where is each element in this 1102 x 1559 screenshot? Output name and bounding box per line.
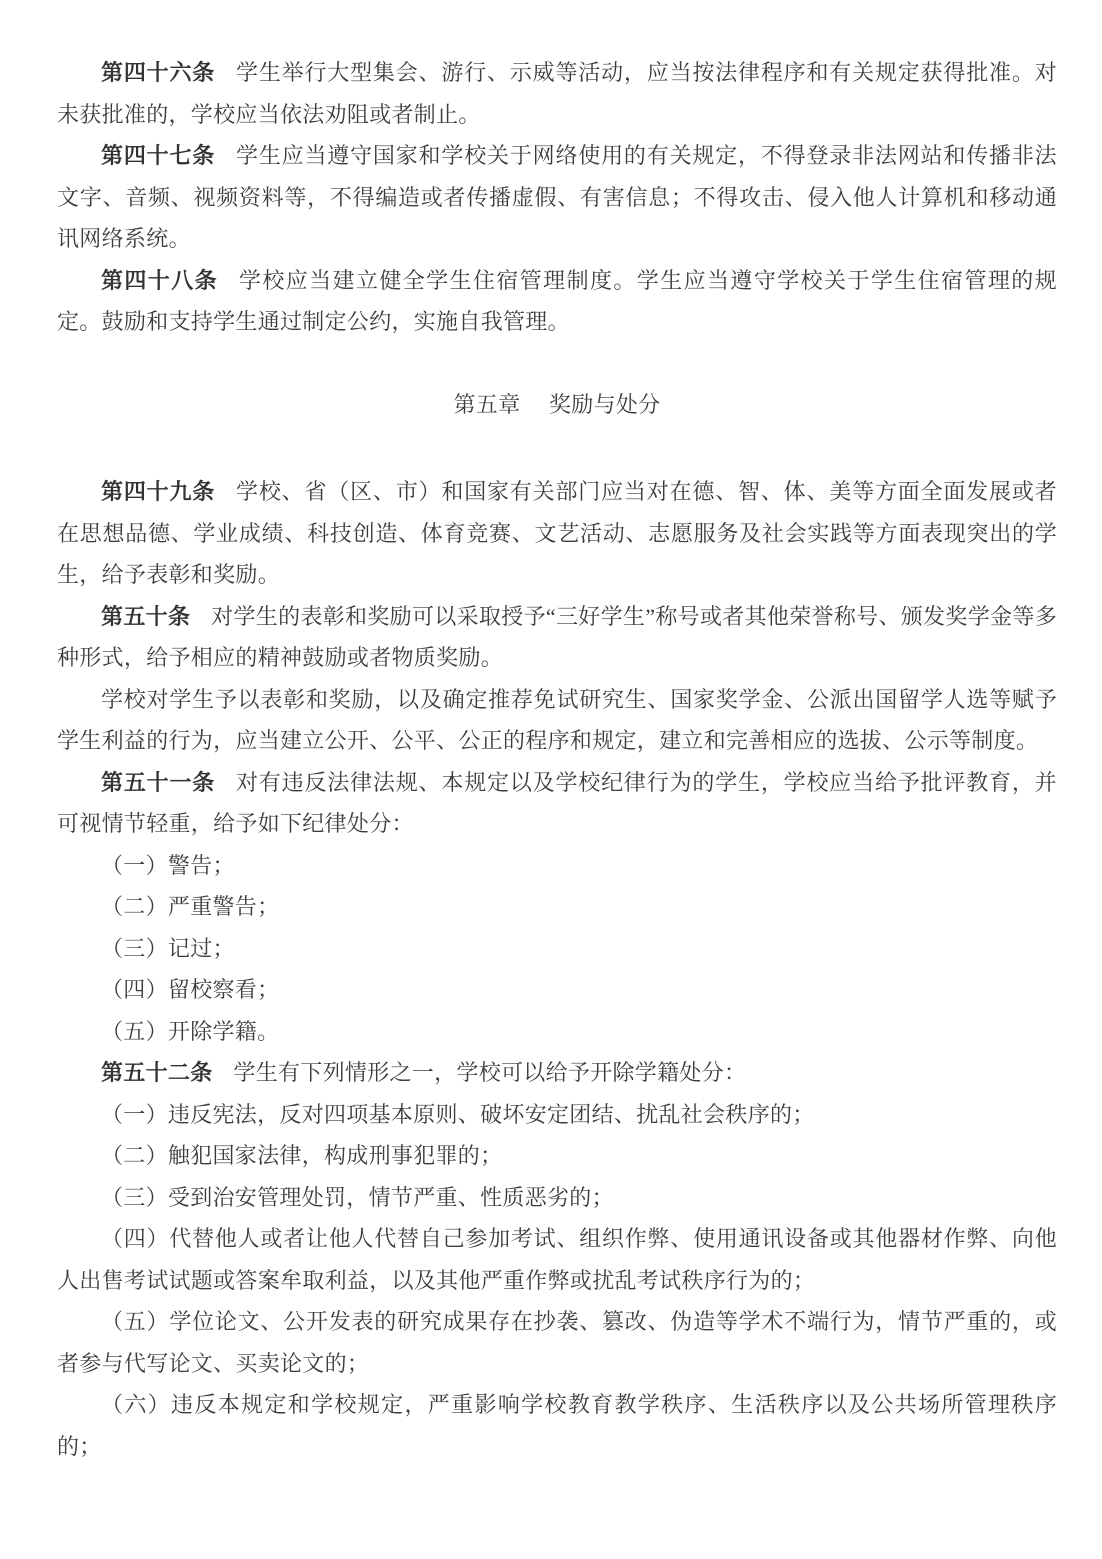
article-paragraph bbox=[57, 135, 1057, 260]
chapter-heading bbox=[57, 384, 1057, 426]
paragraph-text: 学生举行大型集会、游行、示威等活动，应当按法律程序和有关规定获得批准。对未获批准的，学校应当依法劝阻或者制止。 bbox=[57, 60, 1057, 127]
paragraph-text: （三）记过； bbox=[101, 935, 235, 961]
paragraph-text: （四）留校察看； bbox=[101, 977, 280, 1002]
paragraph-text: （一）违反宪法，反对四项基本原则、破坏安定团结、扰乱社会秩序的； bbox=[101, 1101, 815, 1127]
paragraph-text: 学生有下列情形之一，学校可以给予开除学籍处分： bbox=[233, 1060, 747, 1085]
body-paragraph bbox=[57, 1094, 1057, 1136]
body-paragraph bbox=[57, 845, 1057, 887]
article-number: 第四十九条 bbox=[101, 479, 216, 504]
chapter-title: 奖励与处分 bbox=[548, 391, 661, 417]
paragraph-text: （五）开除学籍。 bbox=[101, 1018, 280, 1044]
article-paragraph bbox=[57, 1052, 1057, 1094]
paragraph-text: 学校对学生予以表彰和奖励，以及确定推荐免试研究生、国家奖学金、公派出国留学人选等赋予学生利益的行为，应当建立公开、公平、公正的程序和规定，建立和完善相应的选拔、公示等制度。 bbox=[57, 686, 1057, 753]
body-paragraph bbox=[57, 1135, 1057, 1177]
paragraph-text: （六）违反本规定和学校规定，严重影响学校教育教学秩序、生活秩序以及公共场所管理秩序的； bbox=[57, 1392, 1057, 1459]
body-paragraph bbox=[57, 928, 1057, 970]
article-number: 第四十六条 bbox=[101, 60, 216, 85]
document-body bbox=[57, 52, 1057, 1467]
article-paragraph bbox=[57, 762, 1057, 845]
paragraph-text: （二）触犯国家法律，构成刑事犯罪的； bbox=[101, 1143, 503, 1168]
article-number: 第四十八条 bbox=[101, 267, 219, 293]
article-paragraph bbox=[57, 471, 1057, 596]
body-paragraph bbox=[57, 1177, 1057, 1219]
article-number: 第五十条 bbox=[101, 603, 191, 629]
article-paragraph bbox=[57, 596, 1057, 679]
paragraph-text: 对有违反法律法规、本规定以及学校纪律行为的学生，学校应当给予批评教育，并可视情节轻重，给予如下纪律处分： bbox=[57, 769, 1057, 836]
body-paragraph bbox=[57, 1011, 1057, 1053]
paragraph-text: （一）警告； bbox=[101, 852, 235, 878]
paragraph-text: （三）受到治安管理处罚，情节严重、性质恶劣的； bbox=[101, 1184, 614, 1210]
paragraph-text: （二）严重警告； bbox=[101, 894, 280, 919]
article-number: 第五十二条 bbox=[101, 1060, 213, 1085]
body-paragraph bbox=[57, 886, 1057, 928]
body-paragraph bbox=[57, 1301, 1057, 1384]
chapter-number: 第五章 bbox=[453, 391, 521, 417]
paragraph-text: 学校应当建立健全学生住宿管理制度。学生应当遵守学校关于学生住宿管理的规定。鼓励和支持学生通过制定公约，实施自我管理。 bbox=[57, 267, 1057, 334]
body-paragraph bbox=[57, 679, 1057, 762]
article-number: 第四十七条 bbox=[101, 143, 216, 168]
paragraph-text: 学校、省（区、市）和国家有关部门应当对在德、智、体、美等方面全面发展或者在思想品德、学业成绩、科技创造、体育竞赛、文艺活动、志愿服务及社会实践等方面表现突出的学生，给予表彰和奖励。 bbox=[57, 479, 1057, 587]
paragraph-text: 对学生的表彰和奖励可以采取授予“三好学生”称号或者其他荣誉称号、颁发奖学金等多种形式，给予相应的精神鼓励或者物质奖励。 bbox=[57, 603, 1057, 670]
paragraph-text: 学生应当遵守国家和学校关于网络使用的有关规定，不得登录非法网站和传播非法文字、音频、视频资料等，不得编造或者传播虚假、有害信息；不得攻击、侵入他人计算机和移动通讯网络系统。 bbox=[57, 143, 1057, 251]
body-paragraph bbox=[57, 1218, 1057, 1301]
body-paragraph bbox=[57, 969, 1057, 1011]
paragraph-text: （四）代替他人或者让他人代替自己参加考试、组织作弊、使用通讯设备或其他器材作弊、向他人出售考试试题或答案牟取利益，以及其他严重作弊或扰乱考试秩序行为的； bbox=[57, 1226, 1057, 1293]
article-number: 第五十一条 bbox=[101, 769, 216, 795]
body-paragraph bbox=[57, 1384, 1057, 1467]
article-paragraph bbox=[57, 52, 1057, 135]
paragraph-text: （五）学位论文、公开发表的研究成果存在抄袭、篡改、伪造等学术不端行为，情节严重的，或者参与代写论文、买卖论文的； bbox=[57, 1309, 1057, 1376]
article-paragraph bbox=[57, 260, 1057, 343]
